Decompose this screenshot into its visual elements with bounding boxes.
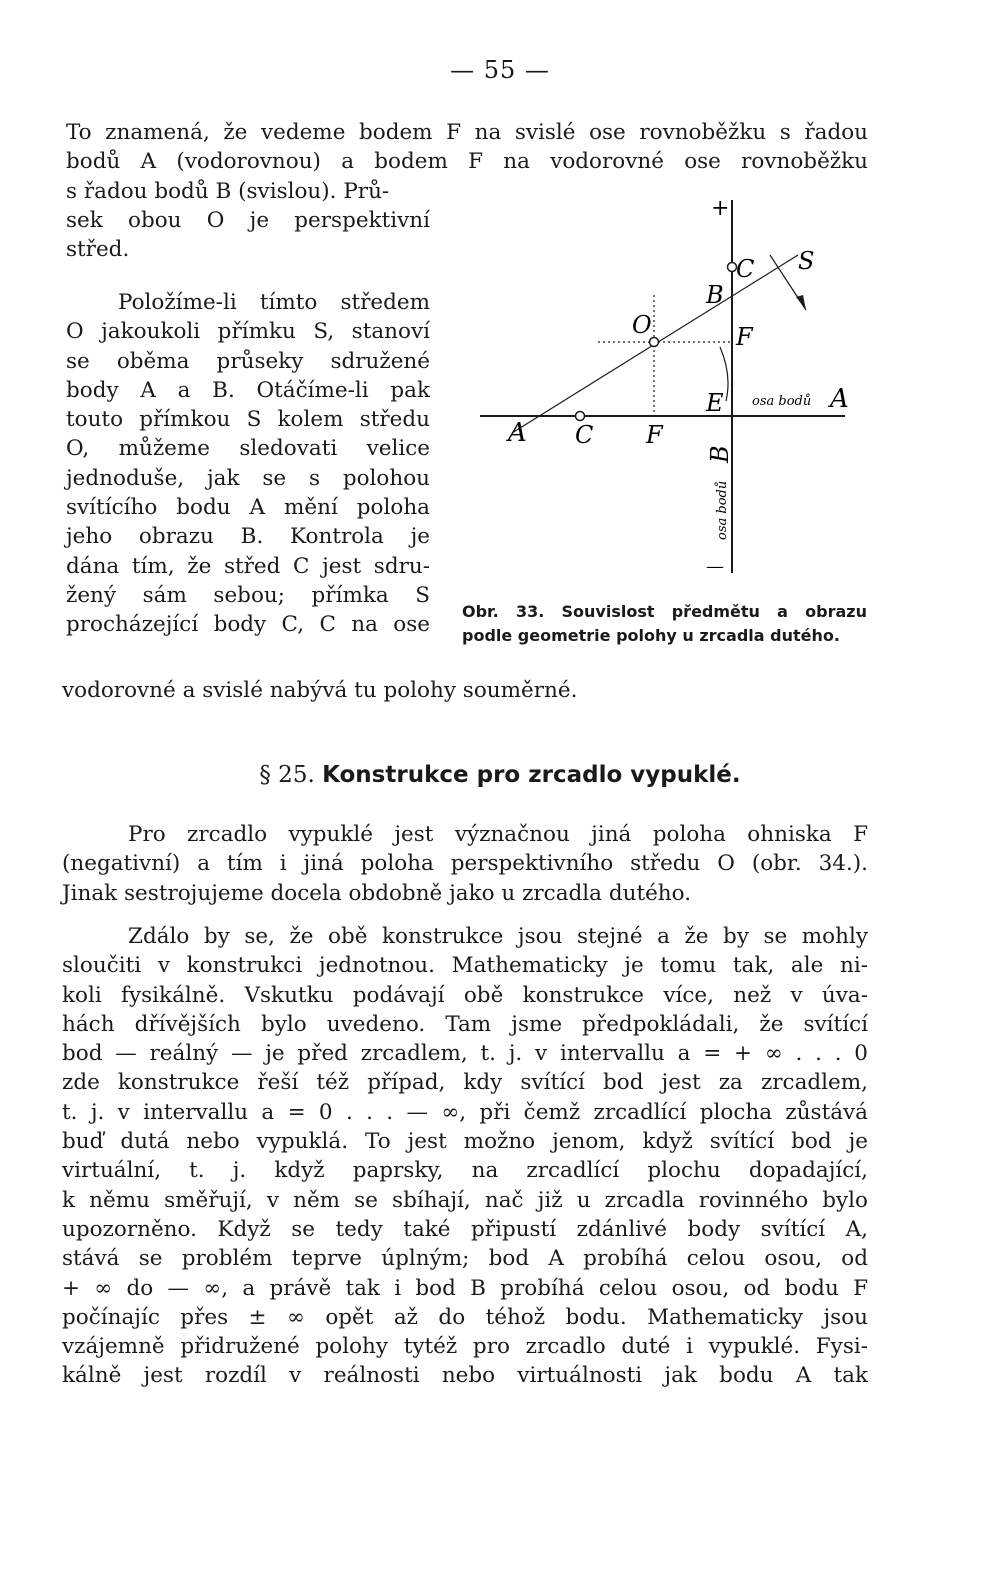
- label-o: O: [632, 311, 652, 339]
- text-line: sloučiti v konstrukci jednotnou. Mathematicky je tomu tak, ale ni-: [62, 953, 868, 979]
- label-c-top: C: [736, 255, 755, 283]
- label-axis-points: osa bodů: [752, 394, 812, 409]
- text-line: O, můžeme sledovati velice: [66, 436, 430, 462]
- text-line: kálně jest rozdíl v reálnosti nebo virtuálnosti jak bodu A tak: [62, 1363, 868, 1389]
- text-line: svítícího bodu A mění poloha: [66, 495, 430, 521]
- text-line: + ∞ do — ∞, a právě tak i bod B probíhá celou osou, od bodu F: [62, 1275, 868, 1301]
- text-line: dána tím, že střed C jest sdru-: [66, 553, 430, 579]
- text-line: se oběma průseky sdružené: [66, 348, 430, 374]
- text-line: Jinak sestrojujeme docela obdobně jako u zrcadla dutého.: [62, 880, 692, 906]
- text-line: k němu směřují, v něm se sbíhají, nač již u zrcadla rovinného bylo: [62, 1187, 868, 1213]
- arrow-head: [796, 295, 806, 310]
- text-line: zde konstrukce řeší též případ, kdy svítící bod jest za zrcadlem,: [62, 1070, 868, 1096]
- figure-33-diagram: [470, 195, 870, 585]
- paragraph-constructions: [62, 922, 868, 1391]
- text-line: počínajíc přes ± ∞ opět až do téhož bodu. Mathematicky jsou: [62, 1304, 868, 1330]
- text-line: upozorněno. Když se tedy také připustí zdánlivé body svítící A,: [62, 1216, 868, 1242]
- diagram-svg: [470, 195, 870, 585]
- text-line: Pro zrcadlo vypuklé jest význačnou jiná poloha ohniska F: [128, 822, 868, 847]
- text-line: stává se problém teprve úplným; bod A probíhá celou osou, od: [62, 1246, 868, 1272]
- label-a-left: A: [508, 418, 527, 448]
- text-line: jeho obrazu B. Kontrola je: [66, 524, 430, 550]
- label-b-bottom: B: [706, 445, 734, 463]
- section-title: Konstrukce pro zrcadlo vypuklé.: [322, 762, 741, 788]
- text-line: s řadou bodů B (svislou). Prů-: [66, 178, 390, 204]
- text-line: O jakoukoli přímku S, stanoví: [66, 319, 430, 345]
- paragraph-perspective-center-end: [62, 676, 662, 705]
- text-line: jednoduše, jak se s polohou: [66, 465, 430, 491]
- text-line: Zdálo by se, že obě konstrukce jsou stejné a že by se mohly: [128, 924, 868, 949]
- label-b-top: B: [706, 281, 724, 309]
- text-line: bodů A (vodorovnou) a bodem F na vodorovné ose rovnoběžku: [66, 149, 868, 175]
- figure-caption: [462, 600, 867, 648]
- paragraph-intro-continued: [66, 177, 430, 265]
- section-heading: [0, 762, 1000, 788]
- label-plus: +: [711, 196, 730, 221]
- text-line: t. j. v intervallu a = 0 . . . — ∞, při čemž zrcadlící plocha zůstává: [62, 1099, 868, 1125]
- text-line: body A a B. Otáčíme-li pak: [66, 377, 430, 403]
- page-number: — 55 —: [450, 56, 550, 84]
- label-axis-images: osa bodů: [715, 480, 730, 540]
- label-s: S: [798, 247, 815, 275]
- label-f-bottom: F: [646, 421, 663, 449]
- section-number: § 25.: [259, 762, 315, 788]
- paragraph-convex-mirror: [62, 820, 868, 908]
- text-line: (negativní) a tím i jiná poloha perspektivního středu O (obr. 34.).: [62, 851, 868, 877]
- text-line: střed.: [66, 237, 130, 263]
- label-minus: —: [706, 556, 724, 577]
- paragraph-perspective-center: [66, 288, 430, 640]
- text-line: vodorovné a svislé nabývá tu polohy souměrné.: [62, 678, 578, 703]
- text-line: sek obou O je perspektivní: [66, 207, 430, 233]
- label-f-right: F: [736, 323, 753, 351]
- text-line: hách dřívějších bylo uvedeno. Tam jsme předpokládali, že svítící: [62, 1011, 868, 1037]
- text-line: virtuální, t. j. když paprsky, na zrcadlící plochu dopadající,: [62, 1158, 868, 1184]
- text-line: bod — reálný — je před zrcadlem, t. j. v intervallu a = + ∞ . . . 0: [62, 1041, 868, 1067]
- text-line: touto přímkou S kolem středu: [66, 407, 430, 433]
- label-e: E: [706, 389, 724, 417]
- text-line: Položíme-li tímto středem: [118, 290, 430, 315]
- text-line: procházející body C, C na ose: [66, 612, 430, 638]
- text-line: žený sám sebou; přímka S: [66, 582, 430, 608]
- label-a-right: A: [830, 384, 849, 414]
- caption-line: podle geometrie polohy u zrcadla dutého.: [462, 626, 840, 645]
- caption-line: Obr. 33. Souvislost předmětu a obrazu: [462, 602, 867, 621]
- text-line: buď dutá nebo vypuklá. To jest možno jenom, když svítící bod je: [62, 1129, 868, 1155]
- text-line: koli fysikálně. Vskutku podávají obě konstrukce více, než v úva-: [62, 982, 868, 1008]
- label-c-bottom: C: [575, 421, 594, 449]
- paragraph-intro: [66, 118, 868, 177]
- text-line: To znamená, že vedeme bodem F na svislé ose rovnoběžku s řadou: [66, 120, 868, 145]
- point-c-bottom-marker: [576, 412, 585, 421]
- text-line: vzájemně přidružené polohy tytéž pro zrcadlo duté i vypuklé. Fysi-: [62, 1334, 868, 1360]
